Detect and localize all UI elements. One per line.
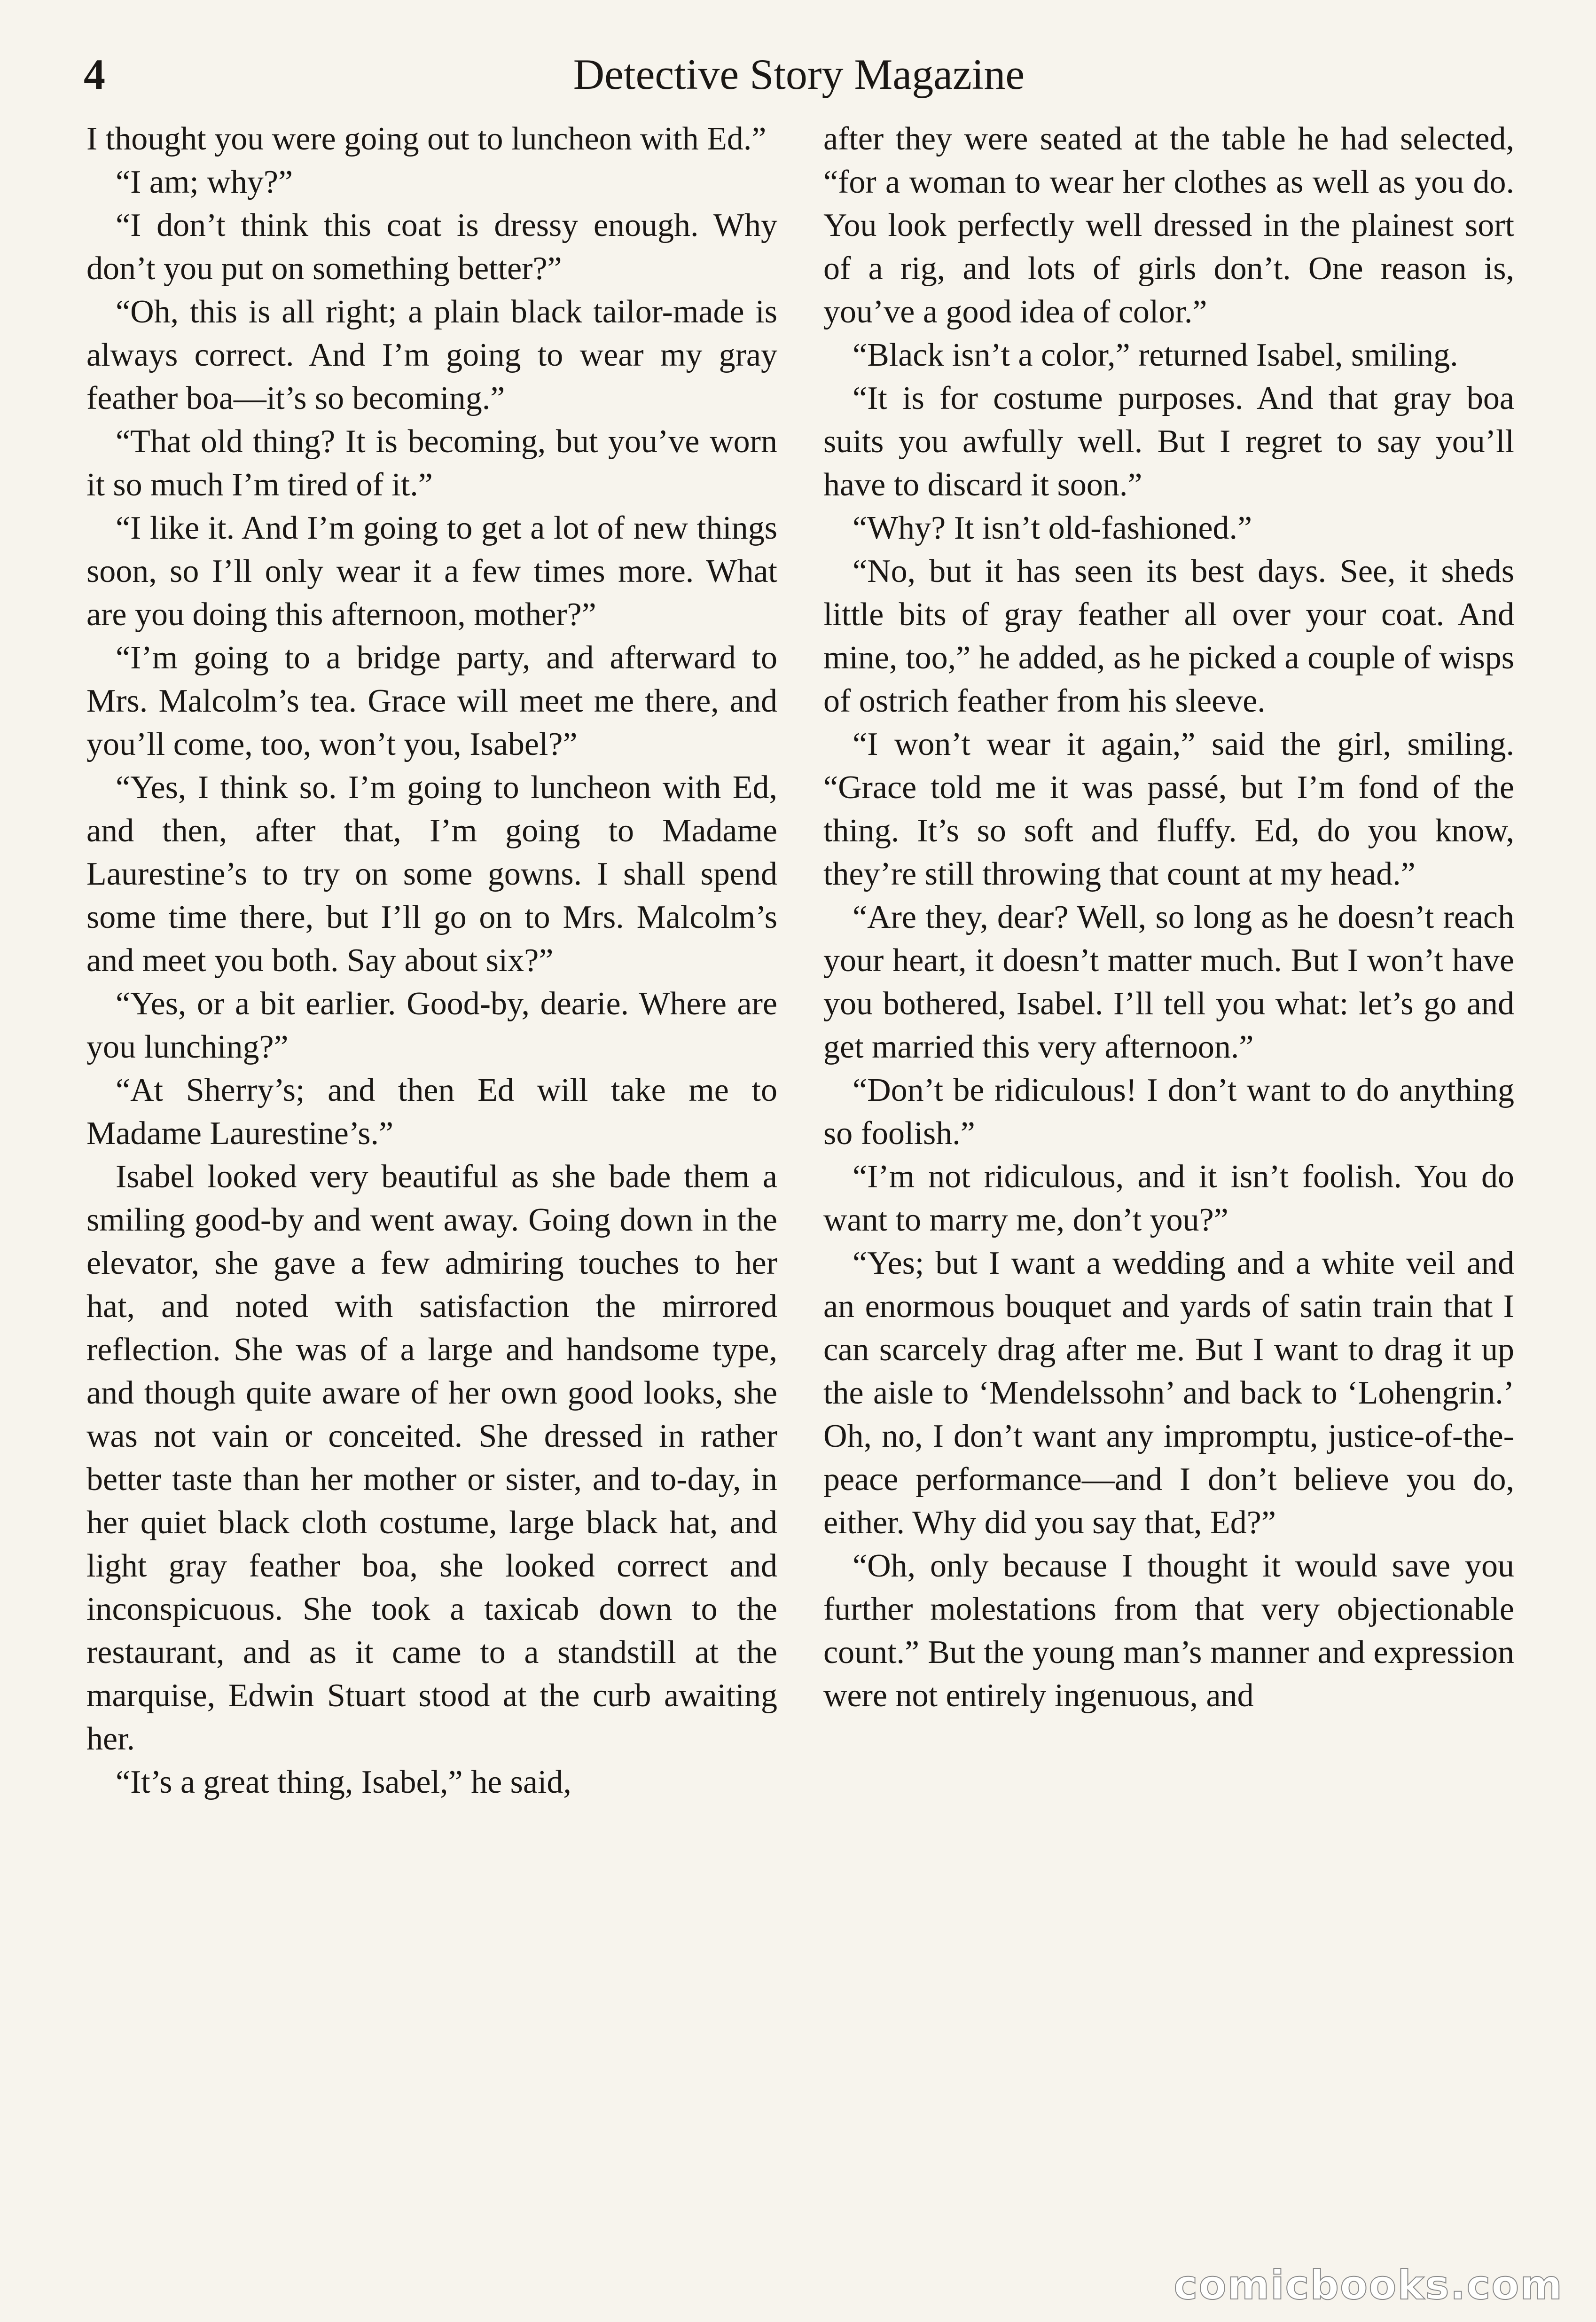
paragraph: “I like it. And I’m going to get a lot of new things soon, so I’ll only wear it a few times more. What are you doing this afternoon, mother?” xyxy=(86,510,777,633)
site-watermark: comicbooks.com xyxy=(1174,2262,1563,2309)
page-number: 4 xyxy=(84,50,105,98)
left-column xyxy=(86,118,777,1804)
paragraph: “That old thing? It is becoming, but you’ve worn it so much I’m tired of it.” xyxy=(86,424,777,503)
paragraph: “I’m not ridiculous, and it isn’t foolish. You do want to marry me, don’t you?” xyxy=(823,1159,1514,1238)
paragraph: “Yes; but I want a wedding and a white veil and an enormous bouquet and yards of satin train that I can scarcely drag after me. But I want to drag it up the aisle to ‘Mendelssohn’ and back to ‘Lohengrin.’ Oh, no, I don’t want any impromptu, justice-of-the-peace performance—and I don’t believe you do, either. Why did you say that, Ed?” xyxy=(823,1245,1514,1541)
paragraph: “I am; why?” xyxy=(116,164,293,200)
paragraph: “Black isn’t a color,” returned Isabel, smiling. xyxy=(853,337,1458,373)
paragraph: “Why? It isn’t old-fashioned.” xyxy=(853,510,1252,546)
paragraph: after they were seated at the table he had selected, “for a woman to wear her clothes as well as you do. You look perfectly well dressed in the plainest sort of a rig, and lots of girls don’t. One reason is, you’ve a good idea of color.” xyxy=(823,121,1514,330)
running-head: Detective Story Magazine xyxy=(573,50,1025,98)
paragraph: Isabel looked very beautiful as she bade them a smiling good-by and went away. Going down in the elevator, she gave a few admiring touches to her hat, and noted with satisfaction the mirrored reflection. She was of a large and handsome type, and though quite aware of her own good looks, she was not vain or conceited. She dressed in rather better taste than her mother or sister, and to-day, in her quiet black cloth costume, large black hat, and light gray feather boa, she looked correct and inconspicuous. She took a taxicab down to the restaurant, and as it came to a standstill at the marquise, Edwin Stuart stood at the curb awaiting her. xyxy=(86,1159,777,1757)
paragraph: “It is for costume purposes. And that gray boa suits you awfully well. But I regret to say you’ll have to discard it soon.” xyxy=(823,380,1514,503)
right-column xyxy=(823,118,1514,1718)
paragraph: “Oh, this is all right; a plain black tailor-made is always correct. And I’m going to wear my gray feather boa—it’s so becoming.” xyxy=(86,294,777,416)
paragraph: I thought you were going out to luncheon with Ed.” xyxy=(86,121,767,157)
paragraph: “Yes, or a bit earlier. Good-by, dearie. Where are you lunching?” xyxy=(86,986,777,1065)
paragraph: “No, but it has seen its best days. See, it sheds little bits of gray feather all over your coat. And mine, too,” he added, as he picked a couple of wisps of ostrich feather from his sleeve. xyxy=(823,553,1514,719)
paragraph: “I don’t think this coat is dressy enough. Why don’t you put on something better?” xyxy=(86,207,777,287)
paragraph: “At Sherry’s; and then Ed will take me to Madame Laurestine’s.” xyxy=(86,1072,777,1152)
paragraph: “Yes, I think so. I’m going to luncheon with Ed, and then, after that, I’m going to Madame Laurestine’s to try on some gowns. I shall spend some time there, but I’ll go on to Mrs. Malcolm’s and meet you both. Say about six?” xyxy=(86,769,777,979)
paragraph: “It’s a great thing, Isabel,” he said, xyxy=(116,1764,571,1800)
paragraph: “Don’t be ridiculous! I don’t want to do anything so foolish.” xyxy=(823,1072,1514,1152)
paragraph: “Oh, only because I thought it would save you further molestations from that very objectionable count.” But the young man’s manner and expression were not entirely ingenuous, and xyxy=(823,1548,1514,1714)
paragraph: “I won’t wear it again,” said the girl, smiling. “Grace told me it was passé, but I’m fond of the thing. It’s so soft and fluffy. Ed, do you know, they’re still throwing that count at my head.” xyxy=(823,726,1514,892)
page-header xyxy=(84,19,1514,122)
paragraph: “Are they, dear? Well, so long as he doesn’t reach your heart, it doesn’t matter much. But I won’t have you bothered, Isabel. I’ll tell you what: let’s go and get married this very afternoon.” xyxy=(823,899,1514,1065)
paragraph: “I’m going to a bridge party, and afterward to Mrs. Malcolm’s tea. Grace will meet me there, and you’ll come, too, won’t you, Isabel?” xyxy=(86,640,777,762)
